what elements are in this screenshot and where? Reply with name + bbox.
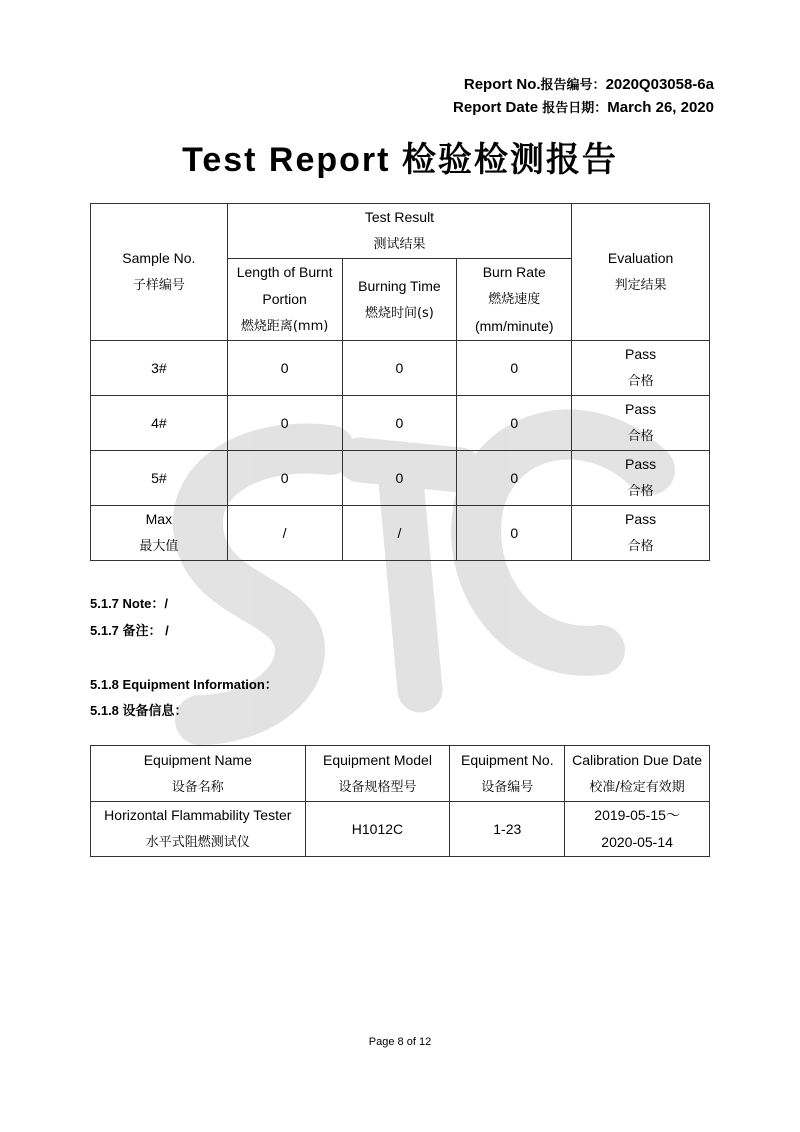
rate-cell: 0 [457, 341, 572, 396]
page-number: Page 8 of 12 [368, 1036, 432, 1048]
equipment-model-header: Equipment Model 设备规格型号 [305, 746, 450, 802]
length-cell: 0 [227, 341, 342, 396]
evaluation-cell: Pass 合格 [572, 451, 710, 506]
evaluation-header: Evaluation 判定结果 [572, 204, 710, 341]
result-header-row-1 [91, 204, 710, 259]
sample-no-header: Sample No. 子样编号 [91, 204, 228, 341]
table-row [91, 341, 710, 396]
time-cell: / [342, 506, 457, 561]
report-date: March 26, 2020 [607, 99, 714, 116]
note-cn: 5.1.7 备注： / [90, 623, 169, 638]
equipment-no-header: Equipment No. 设备编号 [450, 746, 565, 802]
rate-cell: 0 [457, 506, 572, 561]
burning-time-header: Burning Time 燃烧时间(s) [342, 259, 457, 341]
note-en: 5.1.7 Note：/ [90, 596, 169, 611]
equipment-heading-en: 5.1.8 Equipment Information： [90, 677, 278, 692]
table-row [91, 451, 710, 506]
report-number: 2020Q03058-6a [605, 76, 714, 93]
time-cell: 0 [342, 341, 457, 396]
evaluation-cell: Pass 合格 [572, 396, 710, 451]
length-cell: 0 [227, 451, 342, 506]
length-cell: 0 [227, 396, 342, 451]
evaluation-cell: Pass 合格 [572, 341, 710, 396]
sample-cell: Max 最大值 [91, 506, 228, 561]
time-cell: 0 [342, 396, 457, 451]
equipment-header-row [91, 746, 710, 802]
length-cell: / [227, 506, 342, 561]
table-row [91, 506, 710, 561]
rate-cell: 0 [457, 451, 572, 506]
length-header: Length of Burnt Portion 燃烧距离(mm) [227, 259, 342, 341]
test-result-header: Test Result 测试结果 [227, 204, 571, 259]
time-cell: 0 [342, 451, 457, 506]
test-result-table [90, 203, 710, 561]
table-row [91, 396, 710, 451]
sample-cell: 3# [91, 341, 228, 396]
report-date-line: Report Date 报告日期：March 26, 2020 [453, 99, 714, 116]
equipment-name-header: Equipment Name 设备名称 [91, 746, 306, 802]
evaluation-cell: Pass 合格 [572, 506, 710, 561]
table-row [91, 802, 710, 857]
report-number-line: Report No.报告编号：2020Q03058-6a [463, 76, 714, 93]
equipment-model-cell: H1012C [305, 802, 450, 857]
sample-cell: 4# [91, 396, 228, 451]
calibration-date-cell: 2019-05-15～ 2020-05-14 [565, 802, 710, 857]
burn-rate-header: Burn Rate 燃烧速度 (mm/minute) [457, 259, 572, 341]
sample-cell: 5# [91, 451, 228, 506]
equipment-no-cell: 1-23 [450, 802, 565, 857]
calibration-date-header: Calibration Due Date 校准/检定有效期 [565, 746, 710, 802]
equipment-table [90, 745, 710, 857]
rate-cell: 0 [457, 396, 572, 451]
report-header-info [453, 74, 714, 120]
page-title: Test Report 检验检测报告 [182, 141, 618, 179]
equipment-heading-cn: 5.1.8 设备信息： [90, 703, 188, 718]
equipment-name-cell: Horizontal Flammability Tester 水平式阻燃测试仪 [91, 802, 306, 857]
